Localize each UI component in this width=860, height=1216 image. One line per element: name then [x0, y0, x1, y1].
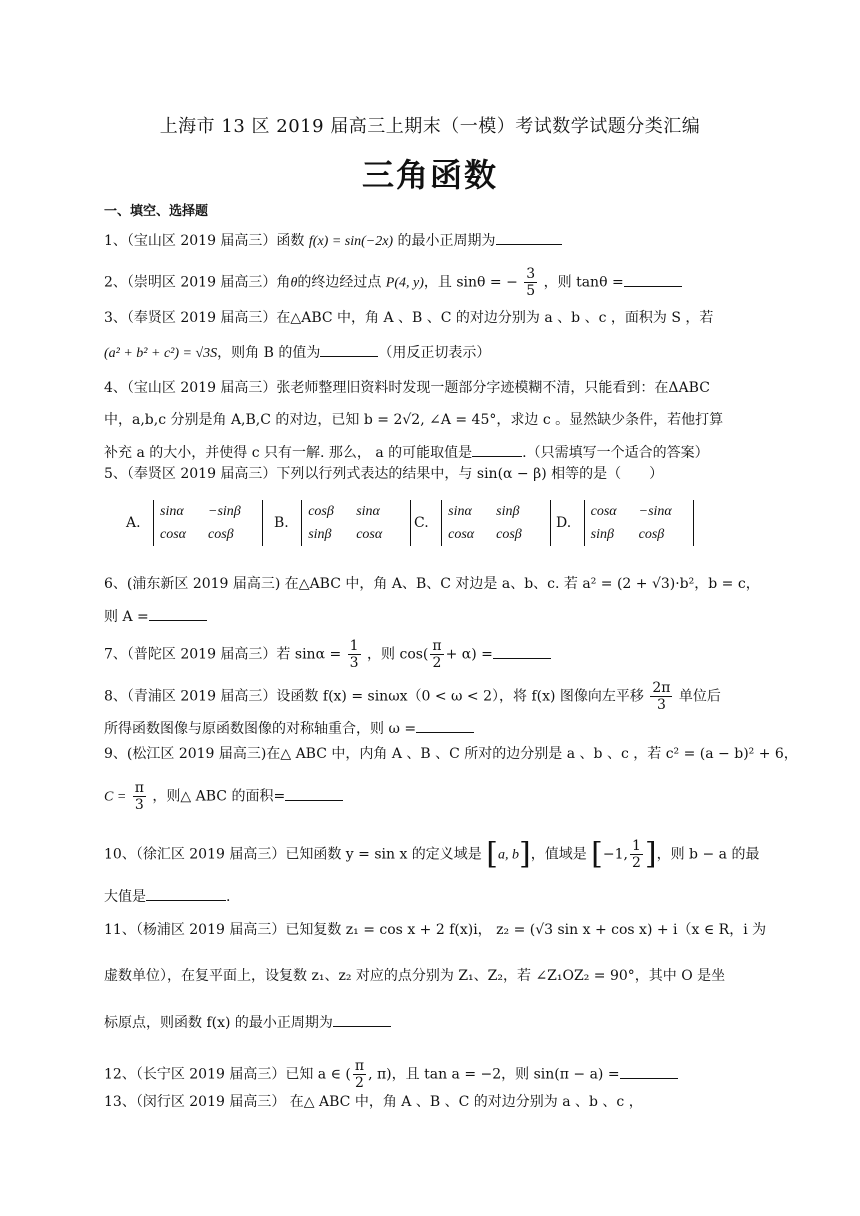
answer-blank — [493, 644, 551, 659]
q9-num: π — [134, 780, 144, 796]
determinant — [584, 500, 694, 546]
det-cell: sinβ — [590, 527, 614, 542]
q3-mid: ，则角 B 的值为 — [217, 345, 321, 361]
det-cell: cosβ — [638, 527, 665, 542]
determinant — [441, 500, 551, 546]
question-8-line2 — [104, 718, 764, 739]
answer-blank — [285, 786, 343, 801]
q12-suffix: , π)，且 tan a = −2，则 sin(π − a) = — [368, 1066, 620, 1083]
det-cell: sinβ — [308, 527, 332, 542]
q7-fraction-2 — [430, 638, 443, 671]
question-4-line1: 4、（宝山区 2019 届高三）张老师整理旧资料时发现一题部分字迹模糊不清，只能看到：在ΔABC — [104, 380, 710, 396]
q7-num: 1 — [349, 638, 359, 654]
q10-interval: a, b — [497, 847, 519, 863]
q9-den: 3 — [134, 797, 144, 813]
q10-mid: ，值域是 — [530, 846, 587, 863]
question-6-line2 — [104, 606, 764, 627]
q7-den: 3 — [349, 655, 359, 671]
bracket-left: [ — [591, 836, 603, 872]
q1-suffix: 的最小正周期为 — [397, 233, 496, 249]
q10-prefix: 10、（徐汇区 2019 届高三）已知函数 y = sin x 的定义域是 — [104, 846, 482, 863]
det-cell: −sinβ — [208, 504, 241, 519]
q3-expr: (a² + b² + c²) = √3S — [104, 346, 218, 361]
q7-fraction — [348, 638, 361, 671]
q4-text: 补充 a 的大小，并使得 c 只有一解. 那么， a 的可能取值是 — [104, 445, 473, 461]
det-cell: sinβ — [496, 504, 520, 519]
question-4-line2: 中，a,b,c 分别是角 A,B,C 的对边，已知 b = 2√2, ∠A = 45°，求边 c 。显然缺少条件，若他打算 — [104, 412, 724, 428]
answer-blank — [472, 442, 522, 457]
q5-option-b[interactable] — [274, 500, 413, 546]
q2-num: 3 — [526, 266, 536, 282]
q8-den: 3 — [656, 697, 666, 713]
question-13-line1: 13、（闵行区 2019 届高三） 在△ ABC 中，角 A 、B 、C 的对边分别为 a 、b 、c ， — [104, 1094, 643, 1110]
option-label: B. — [274, 515, 289, 531]
q4-note: .（只需填写一个适合的答案） — [522, 445, 709, 461]
q3-note: （用反正切表示） — [378, 345, 491, 361]
det-cell: cosβ — [308, 504, 334, 519]
q9-fraction — [133, 780, 146, 813]
option-label: D. — [556, 515, 572, 531]
det-cell: cosα — [160, 527, 187, 542]
q10-text: 大值是 — [104, 889, 146, 905]
question-10-line2: 大值是 . — [104, 886, 764, 907]
q7-prefix: 7、（普陀区 2019 届高三）若 sinα = — [104, 646, 342, 663]
q5-option-c[interactable] — [414, 500, 553, 546]
question-9-line2 — [104, 780, 764, 813]
q11-text: 标原点，则函数 f(x) 的最小正周期为 — [104, 1015, 333, 1031]
question-5-stem: 5、（奉贤区 2019 届高三）下列以行列式表达的结果中，与 sin(α − β) 相等的是（ ） — [104, 466, 664, 482]
q12-num: π — [354, 1058, 365, 1074]
answer-blank — [320, 342, 378, 357]
q7-mid: ，则 cos( — [367, 646, 429, 663]
q9-text: ，则△ ABC 的面积= — [152, 788, 286, 805]
det-cell: sinα — [160, 504, 184, 519]
q10-v1: −1, — [602, 846, 628, 863]
q10-den: 2 — [631, 855, 641, 871]
det-cell: cosβ — [496, 527, 522, 542]
det-cell: cosα — [448, 527, 475, 542]
question-3-line2 — [104, 342, 764, 364]
bracket-right: ] — [644, 836, 657, 872]
question-9-line1: 9、(松江区 2019 届高三)在△ ABC 中，内角 A 、B 、C 所对的边分别是 a 、b 、c ，若 c² = (a − b)² + 6， — [104, 746, 798, 762]
q8-fraction — [650, 680, 672, 713]
question-6-line1: 6、(浦东新区 2019 届高三) 在△ABC 中，角 A、B、C 对边是 a、b、c. 若 a² = (2 + √3)·b²，b = c， — [104, 576, 760, 592]
q12-prefix: 12、（长宁区 2019 届高三）已知 a ∈ ( — [104, 1066, 351, 1083]
section-heading: 一、填空、选择题 — [104, 204, 209, 219]
answer-blank — [333, 1012, 391, 1027]
q2-fraction — [524, 266, 537, 299]
question-3-line1: 3、（奉贤区 2019 届高三）在△ABC 中，角 A 、B 、C 的对边分别为 a 、b 、c ，面积为 S ，若 — [104, 310, 714, 326]
q5-option-d[interactable] — [556, 500, 696, 546]
q2-den: 5 — [526, 283, 536, 299]
question-12 — [104, 1058, 764, 1091]
option-label: C. — [414, 515, 429, 531]
question-7 — [104, 638, 764, 671]
answer-blank — [149, 606, 207, 621]
q5-option-a[interactable] — [126, 500, 265, 546]
q12-den: 2 — [355, 1075, 364, 1091]
det-cell: cosα — [590, 504, 617, 519]
answer-blank — [624, 272, 682, 287]
answer-blank — [146, 886, 226, 901]
question-11-line1: 11、（杨浦区 2019 届高三）已知复数 z₁ = cos x + 2 f(x)i， z₂ = (√3 sin x + cos x) + i（x ∈ R，i 为 — [104, 922, 767, 938]
question-1 — [104, 230, 764, 252]
question-10-line1 — [104, 838, 764, 871]
determinant — [301, 500, 411, 546]
question-4-line3 — [104, 442, 764, 463]
q1-expr: f(x) = sin(−2x) — [308, 234, 394, 249]
option-label: A. — [126, 515, 141, 531]
q2-theta: θ — [290, 275, 298, 291]
answer-blank — [620, 1064, 678, 1079]
bracket-right: ] — [518, 836, 531, 872]
determinant — [153, 500, 263, 546]
q10-num: 1 — [631, 838, 641, 854]
question-2 — [104, 266, 764, 299]
q8-prefix: 8、（青浦区 2019 届高三）设函数 f(x) = sinωx（0 < ω < 2），将 f(x) 图像向左平移 — [104, 688, 644, 705]
det-cell: sinα — [356, 504, 380, 519]
question-11-line2: 虚数单位），在复平面上，设复数 z₁、z₂ 对应的点分别为 Z₁、Z₂，若 ∠Z₁OZ₂ = 90°，其中 O 是坐 — [104, 968, 726, 984]
q2-prefix: 2、（崇明区 2019 届高三）角 — [104, 274, 291, 291]
question-8-line1 — [104, 680, 764, 713]
det-cell: cosα — [356, 527, 383, 542]
det-cell: cosβ — [208, 527, 234, 542]
q9-c: C = — [104, 789, 127, 805]
det-cell: sinα — [448, 504, 472, 519]
q10-fraction — [630, 838, 643, 871]
answer-blank — [496, 230, 562, 245]
q1-prefix: 1、（宝山区 2019 届高三）函数 — [104, 233, 305, 249]
q7-den2: 2 — [432, 655, 442, 671]
bracket-left: [ — [486, 836, 498, 872]
q2-mid2: ，且 sinθ = − — [423, 274, 518, 291]
page-title: 上海市 13 区 2019 届高三上期末（一模）考试数学试题分类汇编 — [159, 116, 701, 137]
q2-mid1: 的终边经过点 — [297, 274, 382, 291]
q7-suffix: + α) = — [445, 646, 493, 663]
q8-suffix: 单位后 — [678, 688, 721, 705]
q8-text: 所得函数图像与原函数图像的对称轴重合，则 ω = — [104, 721, 417, 737]
answer-blank — [416, 718, 474, 733]
q2-suffix: ，则 tanθ = — [543, 274, 624, 291]
det-cell: −sinα — [638, 504, 672, 519]
q8-num: 2π — [652, 680, 671, 696]
q12-fraction — [353, 1058, 366, 1091]
question-11-line3 — [104, 1012, 764, 1033]
q6-text: 则 A = — [104, 609, 149, 625]
q10-suffix: ，则 b − a 的最 — [656, 846, 760, 863]
q7-num2: π — [432, 638, 442, 654]
page-subtitle: 三角函数 — [361, 156, 498, 194]
q2-point: P(4, y) — [385, 275, 424, 291]
